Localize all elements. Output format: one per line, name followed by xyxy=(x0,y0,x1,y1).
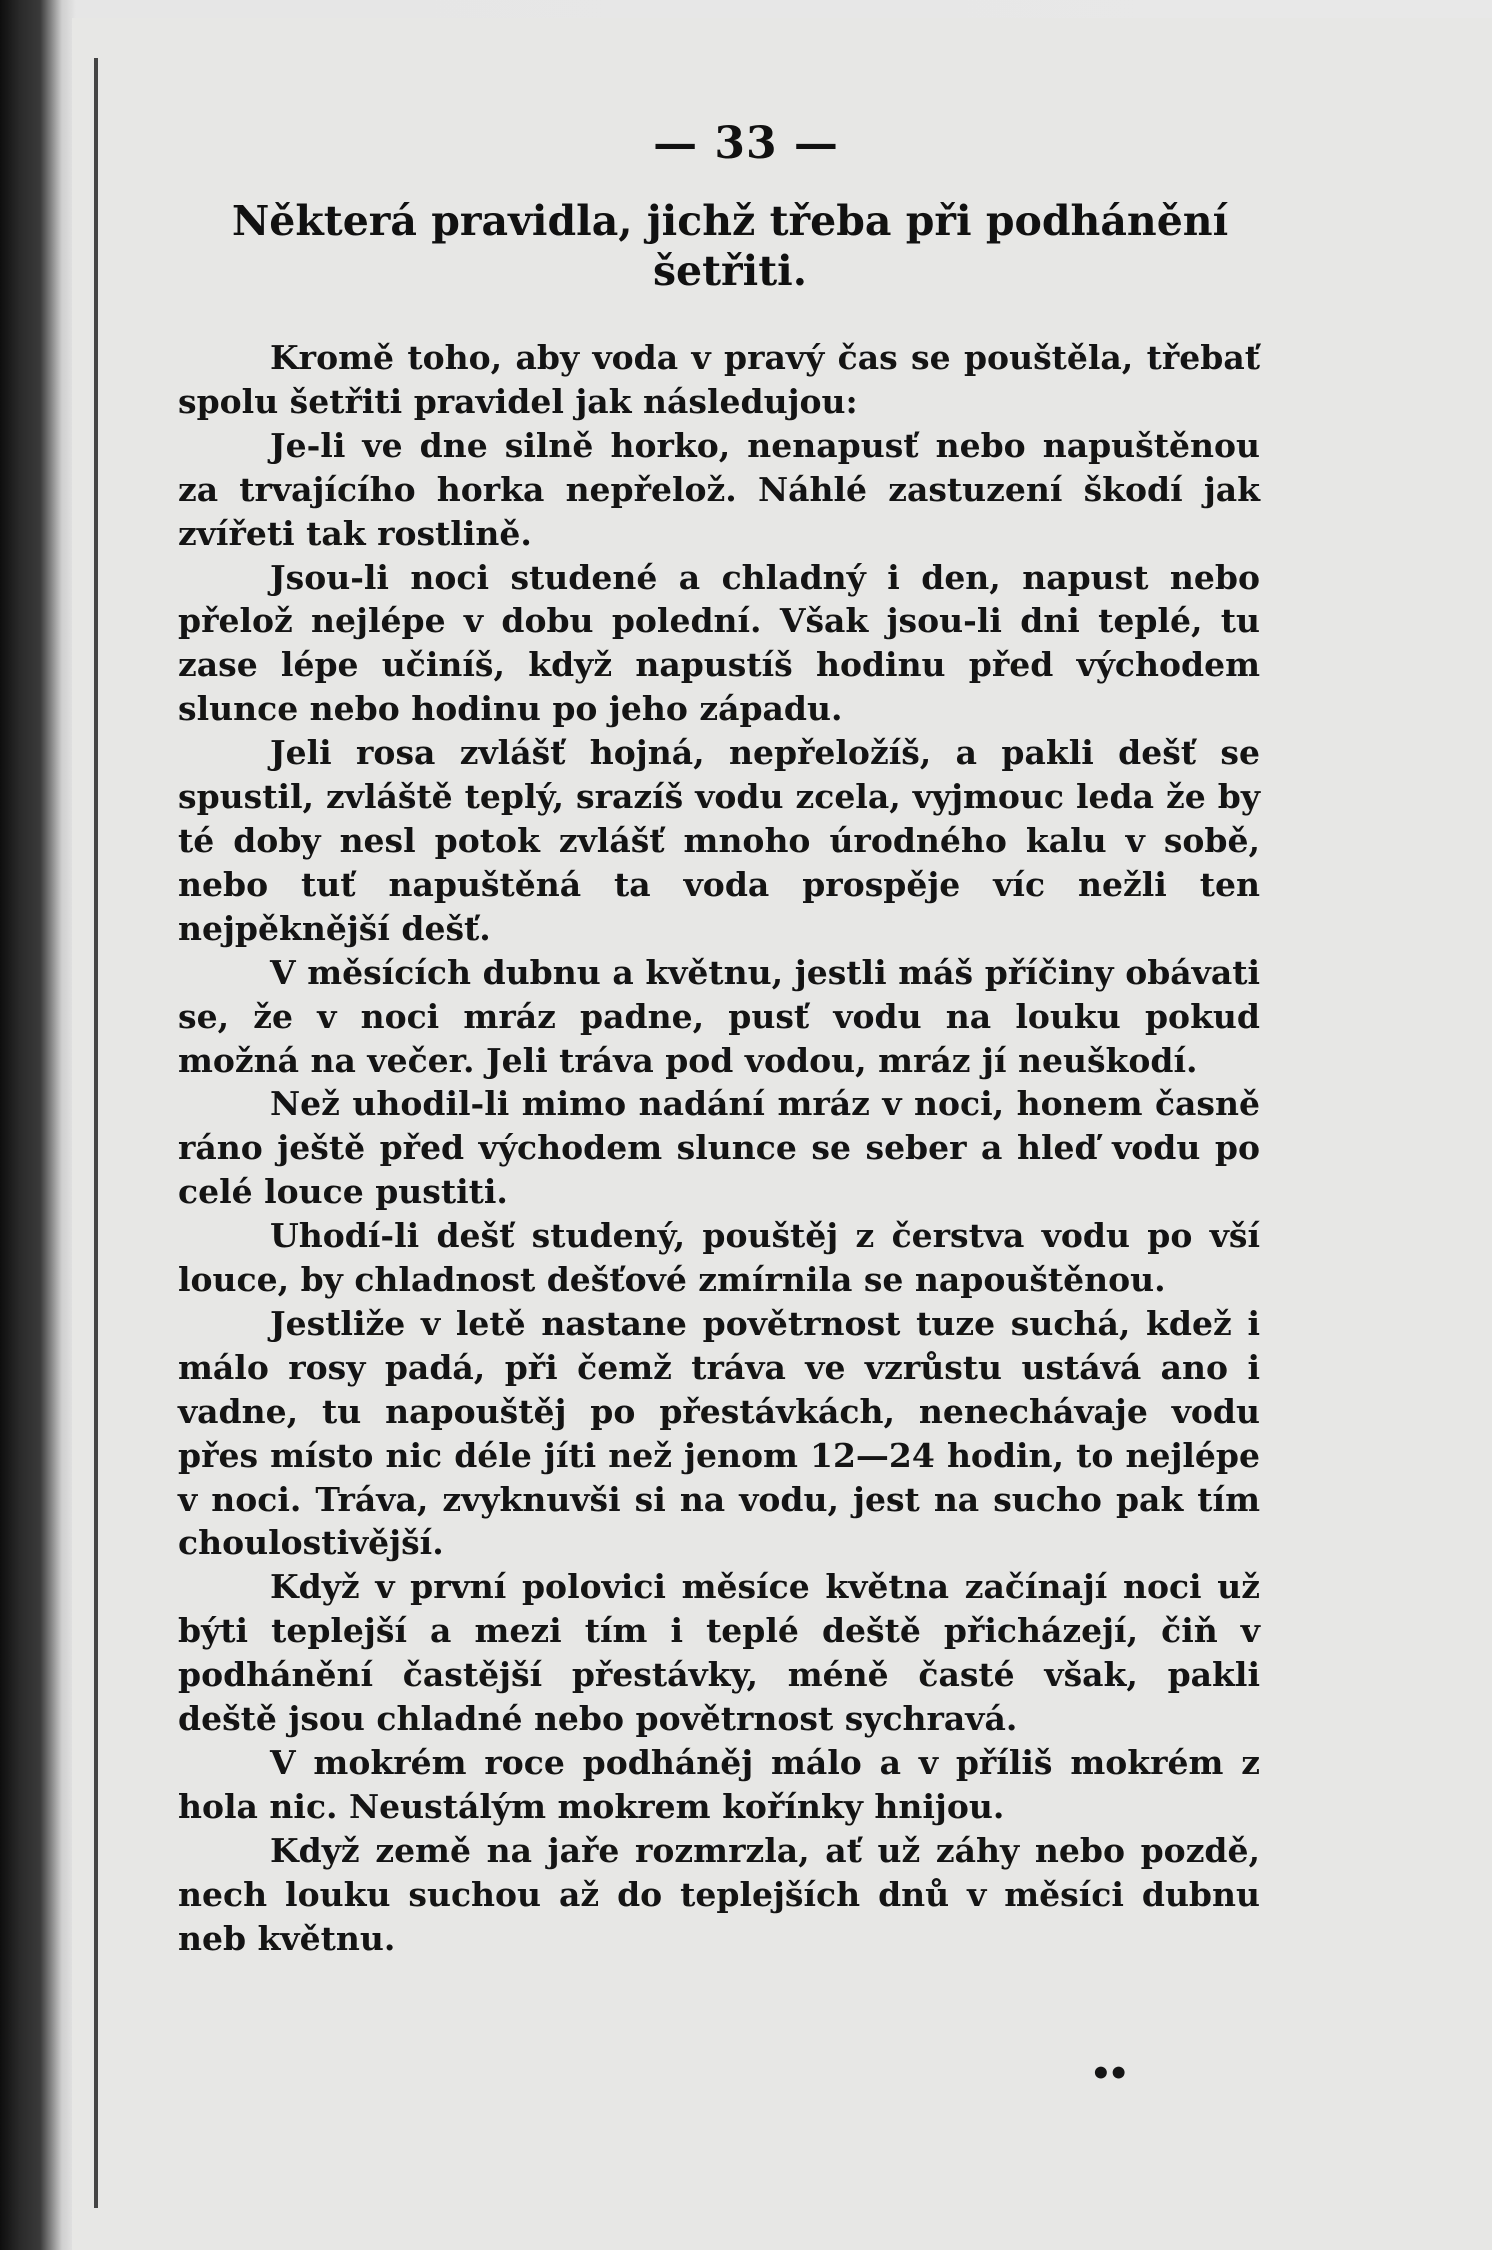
paragraph: Jsou-li noci studené a chladný i den, napust nebo přelož nejlépe v dobu polední. Však jsou-li dni teplé, tu zase lépe učiníš, když napustíš hodinu před východem slunce nebo hodinu po jeho západu. xyxy=(178,557,1260,729)
paragraph: Jeli rosa zvlášť hojná, nepřeložíš, a pakli dešť se spustil, zvláště teplý, srazíš vodu zcela, vyjmouc leda že by té doby nesl potok zvlášť mnoho úrodného kalu v sobě, nebo tuť napuštěná ta voda prospěje víc nežli ten nejpěknější dešť. xyxy=(178,733,1260,948)
paragraph: Uhodí-li dešť studený, pouštěj z čerstva vodu po vší louce, by chladnost dešťové zmírnila se napouštěnou. xyxy=(178,1216,1260,1300)
paragraph: Jestliže v letě nastane povětrnost tuze suchá, kdež i málo rosy padá, při čemž tráva ve vzrůstu ustává ano i vadne, tu napouštěj po přestávkách, nenechávaje vodu přes místo nic déle jíti než jenom 12—24 hodin, to nejlépe v noci. Tráva, zvyknuvši si na vodu, jest na sucho pak tím choulostivější. xyxy=(178,1303,1260,1563)
paragraph: V mokrém roce podháněj málo a v příliš mokrém z hola nic. Neustálým mokrem kořínky hnijou. xyxy=(178,1743,1260,1826)
paragraph: Když země na jaře rozmrzla, ať už záhy nebo pozdě, nech louku suchou až do teplejších dnů v měsíci dubnu neb květnu. xyxy=(178,1830,1260,1958)
end-ornament: •• xyxy=(1090,2054,1126,2094)
binding-shadow xyxy=(94,58,98,2208)
paragraph: Kromě toho, aby voda v pravý čas se pouštěla, třebať spolu šetřiti pravidel jak následujou: xyxy=(178,338,1260,421)
paragraph: Je-li ve dne silně horko, nenapusť nebo napuštěnou za trvajícího horka nepřelož. Náhlé zastuzení škodí jak zvířeti tak rostlině. xyxy=(178,425,1260,553)
paragraph: V měsících dubnu a květnu, jestli máš příčiny obávati se, že v noci mráz padne, pusť vodu na louku pokud možná na večer. Jeli tráva pod vodou, mráz jí neuškodí. xyxy=(178,952,1260,1080)
page-number: — 33 — xyxy=(653,118,839,169)
body-text xyxy=(178,336,1260,1961)
section-heading: Některá pravidla, jichž třeba při podhánění šetřiti. xyxy=(231,197,1229,295)
paragraph: Když v první polovici měsíce května začínají noci už býti teplejší a mezi tím i teplé deště přicházejí, čiň v podhánění častější přestávky, méně časté však, pakli deště jsou chladné nebo povětrnost sychravá. xyxy=(178,1567,1260,1739)
paragraph: Než uhodil-li mimo nadání mráz v noci, honem časně ráno ještě před východem slunce se seber a hleď vodu po celé louce pustiti. xyxy=(178,1084,1260,1212)
